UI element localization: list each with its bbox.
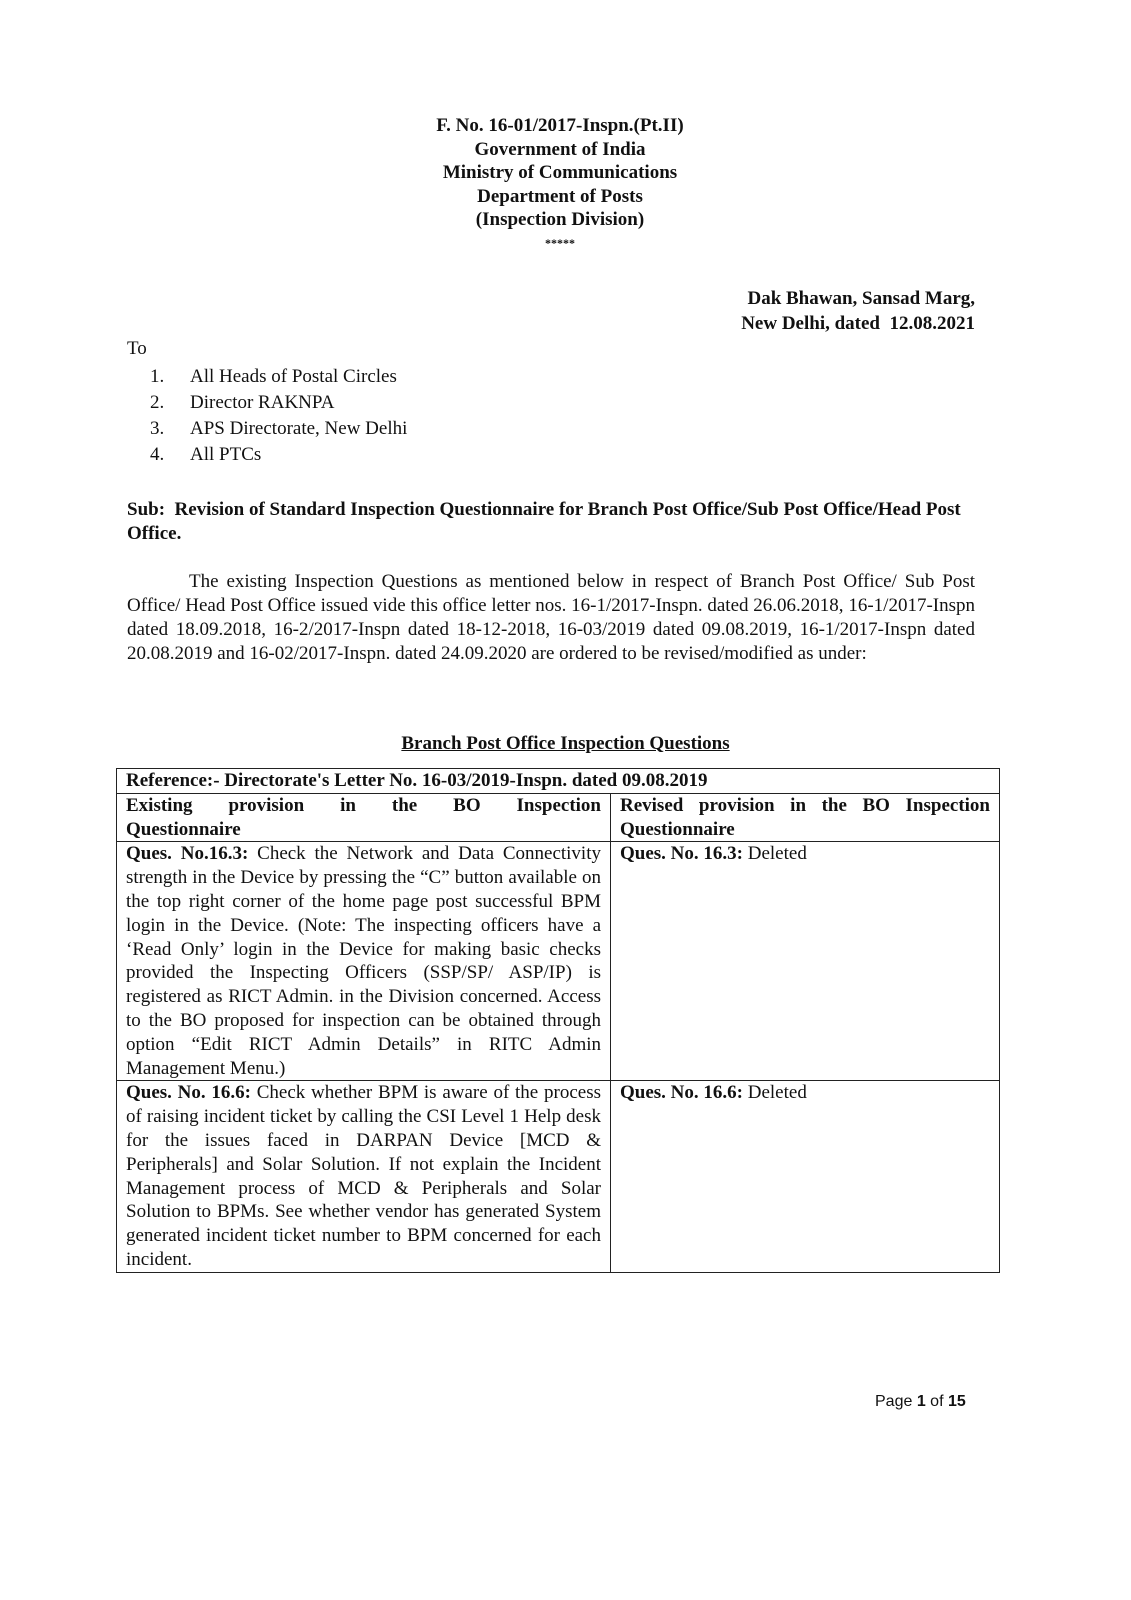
letter-header: [300, 114, 820, 255]
table-row: Ques. No.16.3: Check the Network and Data Connectivity strength in the Device by pressing the “C” button available on the top right corner of the home page post successful BPM login in the Device. (Note: The inspecting officers have a ‘Read Only’ login in the Device for making basic checks provided the Inspecting Officers (SSP/SP/ ASP/IP) is registered as RICT Admin. in the Division concerned. Access to the BO proposed for inspection can be obtained through option “Edit RICT Admin Details” in RITC Admin Management Menu.) Ques. No. 16.3: Deleted: [117, 842, 1000, 1081]
place-date: [600, 286, 975, 336]
col-existing: Existing provision in the BO Inspection Questionnaire: [117, 793, 611, 842]
recipient-list: [150, 364, 407, 468]
table-title: Branch Post Office Inspection Questions: [401, 733, 730, 754]
date-line: New Delhi, dated 12.08.2021: [741, 313, 975, 334]
recipient-item: 4. All PTCs: [150, 444, 262, 465]
questions-table: [116, 768, 1000, 1273]
ministry-line: Ministry of Communications: [442, 162, 678, 183]
to-label: To: [127, 338, 147, 359]
file-number: F. No. 16-01/2017-Inspn.(Pt.II): [436, 115, 684, 136]
table-row: Ques. No. 16.6: Check whether BPM is aware of the process of raising incident ticket by calling the CSI Level 1 Help desk for the issues faced in DARPAN Device [MCD & Peripherals] and Solar Solution. If not explain the Incident Management process of MCD & Peripherals and Solar Solution to BPMs. See whether vendor has generated System generated incident ticket number to BPM concerned for each incident. Ques. No. 16.6: Deleted: [117, 1081, 1000, 1272]
header-row: [117, 793, 1000, 842]
body-paragraph: The existing Inspection Questions as mentioned below in respect of Branch Post Office/ Sub Post Office/ Head Post Office issued vide this office letter nos. 16-1/2017-Inspn. dated 26.06.2018, 16-1/2017-Inspn dated 18.09.2018, 16-2/2017-Inspn dated 18-12-2018, 16-03/2019 dated 09.08.2019, 16-1/2017-Inspn dated 20.08.2019 and 16-02/2017-Inspn. dated 24.09.2020 are ordered to be revised/modified as under:: [127, 571, 975, 664]
col-revised: Revised provision in the BO Inspection Questionnaire: [611, 793, 1000, 842]
recipient-item: 1. All Heads of Postal Circles: [150, 366, 397, 387]
department-line: Department of Posts: [477, 185, 643, 207]
recipient-item: 3. APS Directorate, New Delhi: [150, 418, 408, 439]
subject: Sub: Revision of Standard Inspection Questionnaire for Branch Post Office/Sub Post Office/Head Post Office.: [127, 499, 961, 544]
address-line: Dak Bhawan, Sansad Marg,: [747, 288, 975, 309]
division-line: (Inspection Division): [475, 209, 645, 230]
separator-stars: *****: [545, 235, 575, 250]
government-line: Government of India: [474, 138, 646, 160]
recipient-item: 2. Director RAKNPA: [150, 392, 335, 413]
page-number: Page 1 of 15: [875, 1393, 966, 1410]
reference-row: Reference:- Directorate's Letter No. 16-03/2019-Inspn. dated 09.08.2019: [117, 769, 1000, 794]
